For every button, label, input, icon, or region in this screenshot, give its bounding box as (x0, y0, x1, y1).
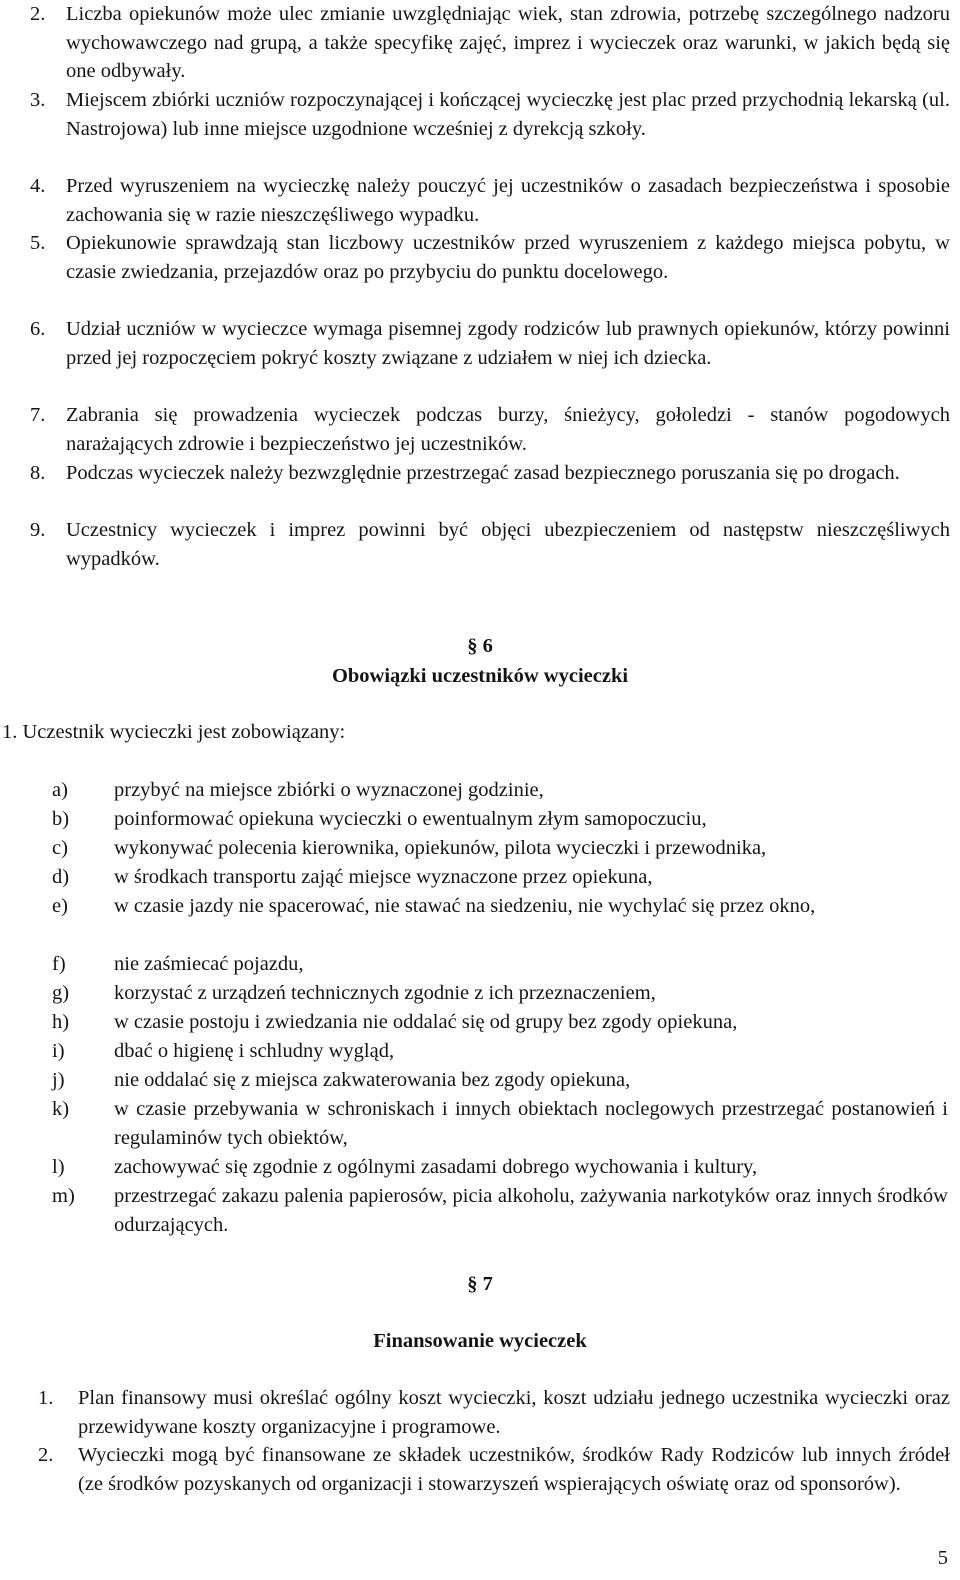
item-letter: a) (52, 779, 68, 801)
item-text: przestrzegać zakazu palenia papierosów, picia alkoholu, zażywania narkotyków oraz innych środków odurzających. (114, 1185, 948, 1236)
item-letter: i) (52, 1040, 65, 1062)
item-text: w czasie przebywania w schroniskach i innych obiektach noclegowych przestrzegać postanowień i regulaminów tych obiektów, (114, 1098, 948, 1149)
item-letter: g) (52, 982, 70, 1004)
item-letter: e) (52, 895, 68, 917)
item-number: 3. (30, 89, 46, 111)
item-text: w czasie postoju i zwiedzania nie oddalać się od grupy bez zgody opiekuna, (114, 1011, 738, 1033)
item-text: wykonywać polecenia kierownika, opiekunów, pilota wycieczki i przewodnika, (114, 837, 767, 859)
item-text: Plan finansowy musi określać ogólny koszt wycieczki, koszt udziału jednego uczestnika wycieczki oraz przewidywane koszty organizacyjne i programowe. (78, 1387, 950, 1438)
item-letter: k) (52, 1098, 70, 1120)
item-number: 4. (30, 175, 46, 197)
section-number: § 7 (467, 1273, 493, 1295)
item-letter: c) (52, 837, 68, 859)
item-text: Uczestnicy wycieczek i imprez powinni być objęci ubezpieczeniem od następstw nieszczęśliwych wypadków. (66, 519, 950, 570)
item-number: 2. (30, 3, 46, 25)
section-number: § 6 (467, 635, 493, 657)
section-intro: 1. Uczestnik wycieczki jest zobowiązany: (2, 721, 346, 743)
item-text: Wycieczki mogą być finansowane ze składek uczestników, środków Rady Rodziców lub innych źródeł (ze środków pozyskanych od organizacji i stowarzyszeń wspierających oświatę oraz od sponsorów). (78, 1444, 950, 1495)
section-title: Obowiązki uczestników wycieczki (331, 665, 629, 687)
item-number: 9. (30, 519, 46, 541)
item-text: Opiekunowie sprawdzają stan liczbowy uczestników przed wyruszeniem z każdego miejsca pobytu, w czasie zwiedzania, przejazdów oraz po przybyciu do punktu docelowego. (66, 232, 950, 283)
item-letter: j) (52, 1069, 65, 1091)
item-text: w czasie jazdy nie spacerować, nie stawać na siedzeniu, nie wychylać się przez okno, (114, 895, 816, 917)
item-number: 1. (38, 1387, 54, 1409)
item-text: Podczas wycieczek należy bezwzględnie przestrzegać zasad bezpiecznego poruszania się po drogach. (66, 462, 900, 484)
item-text: Udział uczniów w wycieczce wymaga pisemnej zgody rodziców lub prawnych opiekunów, którzy powinni przed jej rozpoczęciem pokryć koszty związane z udziałem w niej ich dziecka. (66, 318, 950, 369)
item-text: przybyć na miejsce zbiórki o wyznaczonej godzinie, (114, 779, 544, 801)
item-number: 5. (30, 232, 46, 254)
item-number: 6. (30, 318, 46, 340)
item-letter: b) (52, 808, 70, 830)
item-text: nie zaśmiecać pojazdu, (114, 953, 304, 975)
item-letter: d) (52, 866, 70, 888)
item-text: Zabrania się prowadzenia wycieczek podczas burzy, śnieżycy, gołoledzi - stanów pogodowych narażających zdrowie i bezpieczeństwo jej uczestników. (66, 404, 950, 455)
item-number: 8. (30, 462, 46, 484)
item-text: Liczba opiekunów może ulec zmianie uwzględniając wiek, stan zdrowia, potrzebę szczególnego nadzoru wychowawczego nad grupą, a także specyfikę zajęć, imprez i wycieczek oraz warunki, w jakich będą się one odbywały. (66, 3, 950, 83)
item-text: w środkach transportu zająć miejsce wyznaczone przez opiekuna, (114, 866, 653, 888)
item-number: 2. (38, 1444, 54, 1466)
item-text: korzystać z urządzeń technicznych zgodnie z ich przeznaczeniem, (114, 982, 656, 1004)
item-letter: f) (52, 953, 66, 975)
item-text: zachowywać się zgodnie z ogólnymi zasadami dobrego wychowania i kultury, (114, 1156, 758, 1178)
item-number: 7. (30, 404, 46, 426)
item-text: Przed wyruszeniem na wycieczkę należy pouczyć jej uczestników o zasadach bezpieczeństwa i sposobie zachowania się w razie nieszczęśliwego wypadku. (66, 175, 950, 226)
page-number: 5 (937, 1547, 948, 1569)
section-title: Finansowanie wycieczek (373, 1330, 587, 1352)
item-text: poinformować opiekuna wycieczki o ewentualnym złym samopoczuciu, (114, 808, 707, 830)
item-letter: h) (52, 1011, 70, 1033)
item-text: dbać o higienę i schludny wygląd, (114, 1040, 395, 1062)
item-text: Miejscem zbiórki uczniów rozpoczynającej i kończącej wycieczkę jest plac przed przychodnią lekarską (ul. Nastrojowa) lub inne miejsce uzgodnione wcześniej z dyrekcją szkoły. (66, 89, 950, 140)
item-letter: m) (52, 1185, 75, 1207)
item-letter: l) (52, 1156, 65, 1178)
item-text: nie oddalać się z miejsca zakwaterowania bez zgody opiekuna, (114, 1069, 631, 1091)
